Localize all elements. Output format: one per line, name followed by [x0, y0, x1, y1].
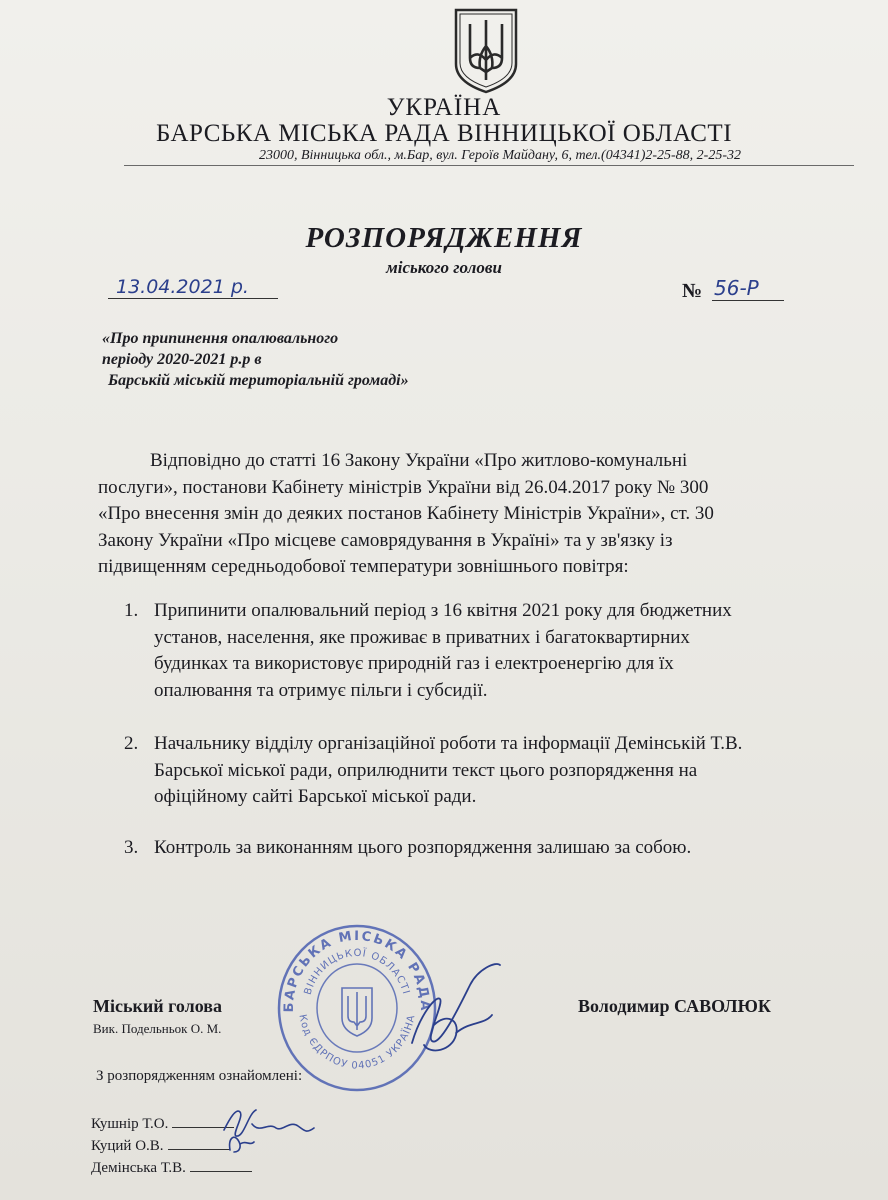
ack-person: Демінська Т.В.: [91, 1160, 186, 1176]
ack-person: Кушнір Т.О.: [91, 1116, 169, 1132]
document-number-label: №: [682, 280, 703, 302]
header-council: БАРСЬКА МІСЬКА РАДА ВІННИЦЬКОЇ ОБЛАСТІ: [155, 120, 733, 147]
document-preamble: [98, 448, 818, 581]
mayor-title: Міський голова: [93, 996, 222, 1016]
order-item-1: [124, 598, 824, 704]
document-subtitle: міського голови: [386, 258, 502, 277]
item-number: 2.: [124, 733, 139, 754]
item-line: Начальнику відділу організаційної роботи та інформації Демінській Т.В.: [154, 733, 743, 754]
ack-person: Куций О.В.: [91, 1138, 164, 1154]
item-line: Контроль за виконанням цього розпорядження залишаю за собою.: [154, 837, 692, 858]
acknowledgement-row: [91, 1160, 252, 1177]
item-line: Барської міської ради, оприлюднити текст цього розпорядження на: [154, 759, 698, 781]
item-number: 1.: [124, 600, 139, 621]
item-line: опалювання та отримує пільги і субсидії.: [154, 679, 488, 701]
header-divider: [124, 165, 854, 166]
order-item-2: [124, 731, 824, 811]
preamble-line: послуги», постанови Кабінету міністрів України від 26.04.2017 року № 300: [98, 476, 709, 498]
subject-line: періоду 2020-2021 р.р в: [102, 351, 262, 368]
preamble-line: Закону України «Про місцеве самоврядування в Україні» та у зв'язку із: [98, 529, 673, 551]
seal-inner-text: ВІННИЦЬКОЇ ОБЛАСТІ: [302, 947, 412, 997]
mayor-name: Володимир САВОЛЮК: [578, 996, 771, 1016]
item-line: установ, населення, яке проживає в приватних і багатоквартирних: [154, 626, 690, 648]
item-line: офіційному сайті Барської міської ради.: [154, 786, 477, 807]
signature-blank: [190, 1171, 252, 1172]
preamble-line: підвищенням середньодобової температури зовнішнього повітря:: [98, 556, 629, 577]
subject-line: Барській міській територіальній громаді»: [108, 372, 409, 389]
document-subject: [102, 328, 522, 391]
order-item-3: [124, 835, 824, 862]
header-country: УКРАЇНА: [386, 94, 502, 121]
acknowledgement-row: [91, 1138, 230, 1155]
document-date: 13.04.2021 р.: [108, 276, 278, 299]
header-address: 23000, Вінницька обл., м.Бар, вул. Героїв Майдану, 6, тел.(04341)2-25-88, 2-25-32: [258, 148, 741, 163]
document-number: 56-Р: [712, 276, 784, 301]
item-number: 3.: [124, 837, 139, 858]
executor-name: Вик. Подельньок О. М.: [93, 1021, 222, 1036]
preamble-line: Відповідно до статті 16 Закону України «Про житлово-комунальні: [150, 450, 688, 471]
seal-outer-text: БАРСЬКА МІСЬКА РАДА: [281, 928, 433, 1013]
preamble-line: «Про внесення змін до деяких постанов Кабінету Міністрів України», ст. 30: [98, 503, 714, 524]
item-line: Припинити опалювальний період з 16 квітня 2021 року для бюджетних: [154, 600, 732, 621]
acknowledgement-label: З розпорядженням ознайомлені:: [96, 1068, 303, 1084]
document-title: РОЗПОРЯДЖЕННЯ: [305, 222, 583, 254]
subject-line: «Про припинення опалювального: [102, 330, 339, 347]
item-line: будинках та використовує природній газ і електроенергію для їх: [154, 653, 674, 674]
acknowledgement-signatures-icon: [210, 1100, 330, 1156]
mayor-signature-icon: [400, 955, 510, 1065]
coat-of-arms-icon: [450, 6, 522, 94]
seal-bottom-text: Код ЄДРПОУ 04051 УКРАЇНА: [296, 1013, 418, 1072]
